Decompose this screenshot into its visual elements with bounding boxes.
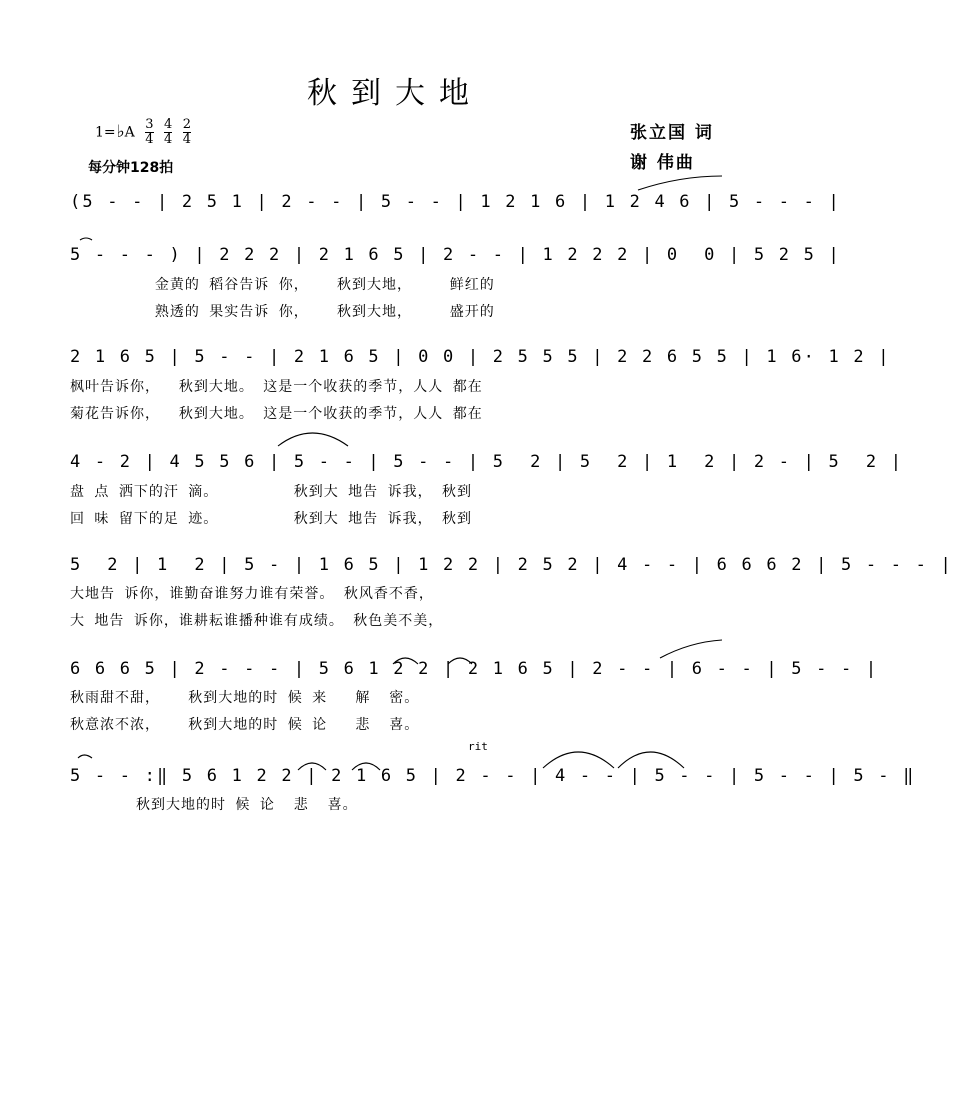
key-prefix: 1= — [95, 124, 116, 141]
lyric-line-4: 菊花告诉你， 秋到大地。 这是一个收获的季节，人人 都在 — [70, 406, 483, 422]
tie-arc — [660, 640, 722, 658]
lyric-line-2: 熟透的 果实告诉 你， 秋到大地， 盛开的 — [70, 304, 495, 320]
notation-line-4: 4 - 2 | 4 5 5 6 | 5 - - | 5 - - | 5 2 | 5 2 | 1 2 | 2 - | 5 2 | — [70, 452, 904, 472]
notation-line-2: 5 - - - ) | 2 2 2 | 2 1 6 5 | 2 - - | 1 2 2 2 | 0 0 | 5 2 5 | — [70, 245, 841, 265]
notation-line-1: (5 - - | 2 5 1 | 2 - - | 5 - - | 1 2 1 6 | 1 2 4 6 | 5 - - - | — [70, 192, 841, 212]
key-signature — [95, 118, 191, 147]
lyricist-credit: 张立国 词 — [630, 123, 714, 143]
lyric-line-1: 金黄的 稻谷告诉 你， 秋到大地， 鲜红的 — [70, 277, 495, 293]
rit-marking: rit — [468, 740, 488, 753]
lyric-line-5: 盘 点 洒下的汗 滴。 秋到大 地告 诉我， 秋到 — [70, 484, 473, 500]
tie-arc — [80, 238, 92, 240]
flat-sign: ♭ — [116, 121, 125, 142]
notation-line-5: 5 2 | 1 2 | 5 - | 1 6 5 | 1 2 2 | 2 5 2 | 4 - - | 6 6 6 2 | 5 - - - | — [70, 555, 953, 575]
meter-2-4: $\frac{2}{4}$ — [182, 117, 191, 147]
lyric-line-10: 秋意浓不浓， 秋到大地的时 候 论 悲 喜。 — [70, 717, 420, 733]
lyric-line-9: 秋雨甜不甜， 秋到大地的时 候 来 解 密。 — [70, 690, 420, 706]
meter-3-4: $\frac{3}{4}$ — [145, 117, 154, 147]
song-title: 秋到大地 — [307, 76, 483, 111]
lyric-line-6: 回 味 留下的足 迹。 秋到大 地告 诉我， 秋到 — [70, 511, 473, 527]
tie-arc — [78, 755, 92, 758]
tie-arc — [638, 176, 722, 190]
key-note: A — [124, 124, 135, 141]
meter-4-4: $\frac{4}{4}$ — [163, 117, 173, 147]
lyric-line-7: 大地告 诉你，谁勤奋谁努力谁有荣誉。 秋风香不香， — [70, 586, 434, 602]
notation-line-3: 2 1 6 5 | 5 - - | 2 1 6 5 | 0 0 | 2 5 5 5 | 2 2 6 5 5 | 1 6· 1 2 | — [70, 347, 891, 367]
lyric-line-3: 枫叶告诉你， 秋到大地。 这是一个收获的季节，人人 都在 — [70, 379, 483, 395]
slur-arc — [278, 433, 348, 446]
lyric-line-11: 秋到大地的时 候 论 悲 喜。 — [70, 797, 358, 813]
composer-credit: 谢 伟曲 — [630, 153, 695, 173]
notation-line-6: 6 6 6 5 | 2 - - - | 5 6 1 2 2 | 2 1 6 5 | 2 - - | 6 - - | 5 - - | — [70, 659, 879, 679]
tempo-marking: 每分钟128拍 — [88, 160, 174, 176]
lyric-line-8: 大 地告 诉你，谁耕耘谁播种谁有成绩。 秋色美不美， — [70, 613, 444, 629]
notation-line-7: 5 - - :‖ 5 6 1 2 2 | 2 1 6 5 | 2 - - | 4 - - | 5 - - | 5 - - | 5 - ‖ — [70, 766, 916, 786]
